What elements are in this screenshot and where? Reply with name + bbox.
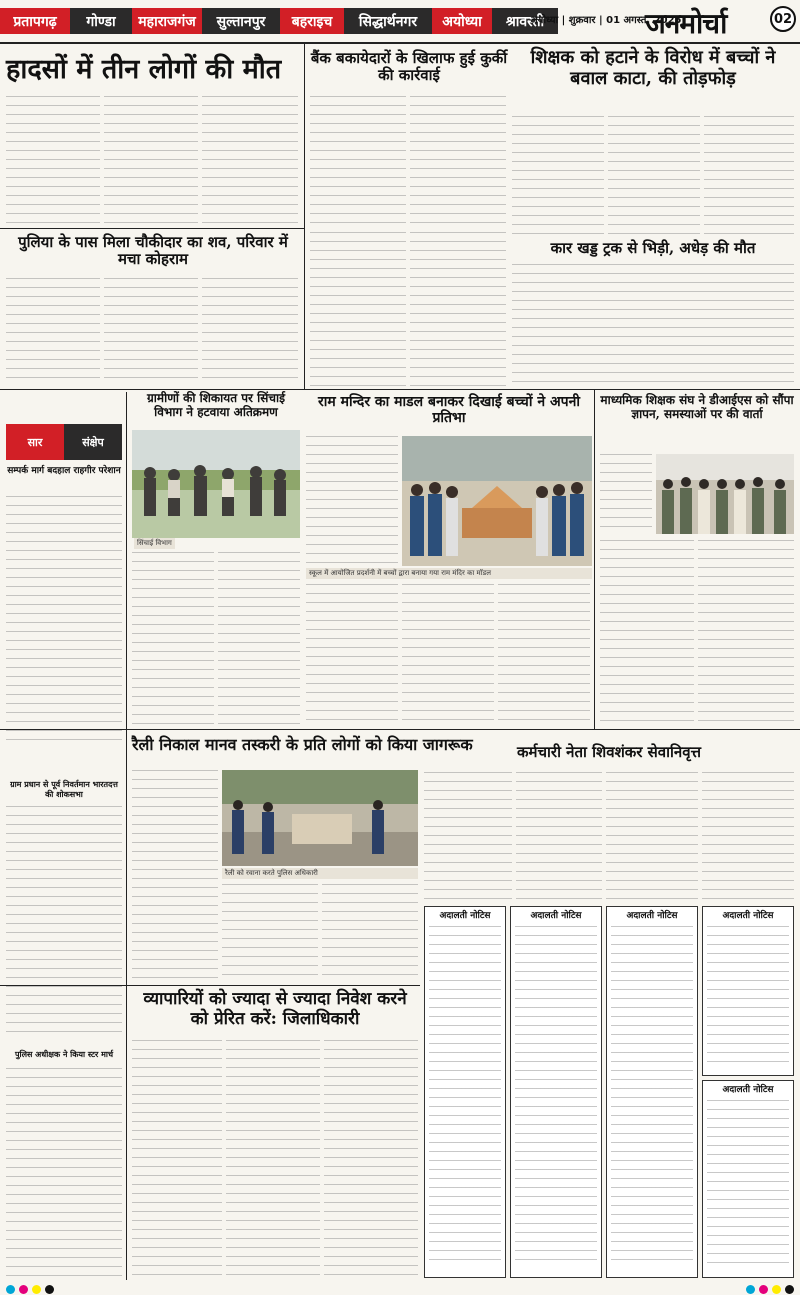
tab-district[interactable]: सुल्तानपुर	[202, 8, 280, 34]
divider	[0, 389, 800, 390]
photo-caption: सिंचाई विभाग	[134, 538, 175, 549]
yellow-dot-icon	[32, 1285, 41, 1294]
article-body	[410, 96, 506, 224]
article-body	[512, 116, 604, 234]
article-body	[310, 96, 406, 224]
article-body	[402, 584, 494, 726]
brief-body	[6, 1068, 122, 1278]
article-body	[322, 884, 418, 982]
magenta-dot-icon	[19, 1285, 28, 1294]
headline-teachers-union: माध्यमिक शिक्षक संघ ने डीआईएस को सौंपा ज्ञापन, समस्याओं पर की वार्ता	[600, 393, 794, 421]
article-body	[512, 264, 794, 386]
legal-notice	[424, 906, 506, 1278]
tab-district[interactable]: श्रावस्ती	[492, 8, 558, 34]
article-body	[202, 278, 298, 386]
brief-headline: पुलिस अधीक्षक ने किया स्टर मार्च	[14, 1050, 114, 1059]
tab-district[interactable]: महाराजगंज	[132, 8, 202, 34]
article-body	[698, 540, 794, 726]
legal-notice	[510, 906, 602, 1278]
article-body	[226, 1040, 320, 1278]
tab-district[interactable]: अयोध्या	[432, 8, 492, 34]
photo-rally	[222, 770, 418, 866]
headline-investment: व्यापारियों को ज्यादा से ज्यादा निवेश करने को प्रेरित करें: जिलाधिकारी	[143, 989, 407, 1029]
sidebar-label-a: सार	[6, 424, 64, 460]
headline-watchman-body: पुलिया के पास मिला चौकीदार का शव, परिवार में मचा कोहराम	[18, 233, 288, 269]
headline-retirement: कर्मचारी नेता शिवशंकर सेवानिवृत्त	[517, 743, 701, 761]
article-body	[6, 278, 100, 386]
cmyk-marks	[6, 1285, 54, 1294]
article-body	[606, 772, 698, 902]
article-body	[310, 232, 406, 386]
tab-district[interactable]: प्रतापगढ़	[0, 8, 70, 34]
brief-body	[6, 496, 122, 746]
headline-teacher-protest: शिक्षक को हटाने के विरोध में बच्चों ने बवाल काटा, की तोड़फोड़	[530, 47, 776, 89]
article-body	[104, 278, 198, 386]
legal-notice-title: अदालती नोटिस	[530, 911, 582, 921]
tab-district[interactable]: सिद्धार्थनगर	[344, 8, 432, 34]
article-body	[202, 96, 298, 224]
yellow-dot-icon	[772, 1285, 781, 1294]
legal-notice-title: अदालती नोटिस	[722, 1085, 774, 1095]
article-body	[608, 116, 700, 234]
divider	[126, 392, 127, 1280]
black-dot-icon	[45, 1285, 54, 1294]
brief-headline: सम्पर्क मार्ग बदहाल राहगीर परेशान	[7, 466, 121, 476]
sidebar-label-b: संक्षेप	[64, 424, 122, 460]
legal-notice-title: अदालती नोटिस	[439, 911, 491, 921]
article-body	[324, 1040, 418, 1278]
article-body	[600, 454, 652, 534]
article-body	[702, 772, 794, 902]
legal-notice	[702, 906, 794, 1076]
headline-car-truck: कार खड्ड ट्रक से भिड़ी, अधेड़ की मौत	[550, 239, 756, 257]
divider	[0, 228, 304, 229]
article-body	[498, 584, 590, 726]
article-body	[306, 584, 398, 726]
article-body	[6, 96, 100, 224]
article-body	[410, 232, 506, 386]
masthead-title: जनमोर्चा	[645, 7, 727, 40]
sidebar-label	[6, 424, 122, 460]
black-dot-icon	[785, 1285, 794, 1294]
legal-notice-title: अदालती नोटिस	[626, 911, 678, 921]
article-body	[104, 96, 198, 224]
headline-ram-mandir-model: राम मन्दिर का माडल बनाकर दिखाई बच्चों ने अपनी प्रतिभा	[317, 394, 581, 427]
article-body	[132, 1040, 222, 1278]
article-body	[424, 772, 512, 902]
headline-irrigation: ग्रामीणों की शिकायत पर सिंचाई विभाग ने हटवाया अतिक्रमण	[147, 391, 285, 419]
article-body	[132, 770, 218, 982]
cyan-dot-icon	[6, 1285, 15, 1294]
article-body	[132, 552, 214, 726]
article-body	[306, 436, 398, 566]
article-body	[516, 772, 602, 902]
brief-body	[6, 806, 122, 1036]
article-body	[222, 884, 318, 982]
legal-notice	[702, 1080, 794, 1278]
magenta-dot-icon	[759, 1285, 768, 1294]
divider	[304, 44, 305, 389]
divider	[0, 42, 800, 44]
photo-caption: रैली को रवाना करते पुलिस अधिकारी	[222, 868, 418, 879]
divider	[594, 389, 595, 729]
article-body	[600, 540, 694, 726]
cmyk-marks	[746, 1285, 794, 1294]
photo-irrigation	[132, 430, 300, 538]
photo-caption: स्कूल में आयोजित प्रदर्शनी में बच्चों द्वारा बनाया गया राम मंदिर का मॉडल	[306, 568, 592, 579]
page-number: 02	[770, 6, 796, 32]
headline-human-trafficking-rally: रैली निकाल मानव तस्करी के प्रति लोगों को किया जागरूक	[132, 735, 473, 754]
legal-notice-title: अदालती नोटिस	[722, 911, 774, 921]
print-registration-strip	[0, 1283, 800, 1295]
article-body	[218, 552, 300, 726]
brief-headline: ग्राम प्रधान से पूर्व निवर्तमान भारतदत्त की शोकसभा	[10, 780, 118, 799]
headline-accidents: हादसों में तीन लोगों की मौत	[6, 54, 282, 85]
photo-teachers-union	[656, 454, 794, 534]
tab-district[interactable]: बहराइच	[280, 8, 344, 34]
dateline: अयोध्या | शुक्रवार | 01 अगस्त, 2025	[530, 15, 682, 26]
tab-district[interactable]: गोण्डा	[70, 8, 132, 34]
legal-notice	[606, 906, 698, 1278]
photo-students	[402, 436, 592, 566]
cyan-dot-icon	[746, 1285, 755, 1294]
article-body	[704, 116, 794, 234]
headline-bank-recovery: बैंक बकायेदारों के खिलाफ हुई कुर्की की कार्रवाई	[310, 49, 508, 85]
